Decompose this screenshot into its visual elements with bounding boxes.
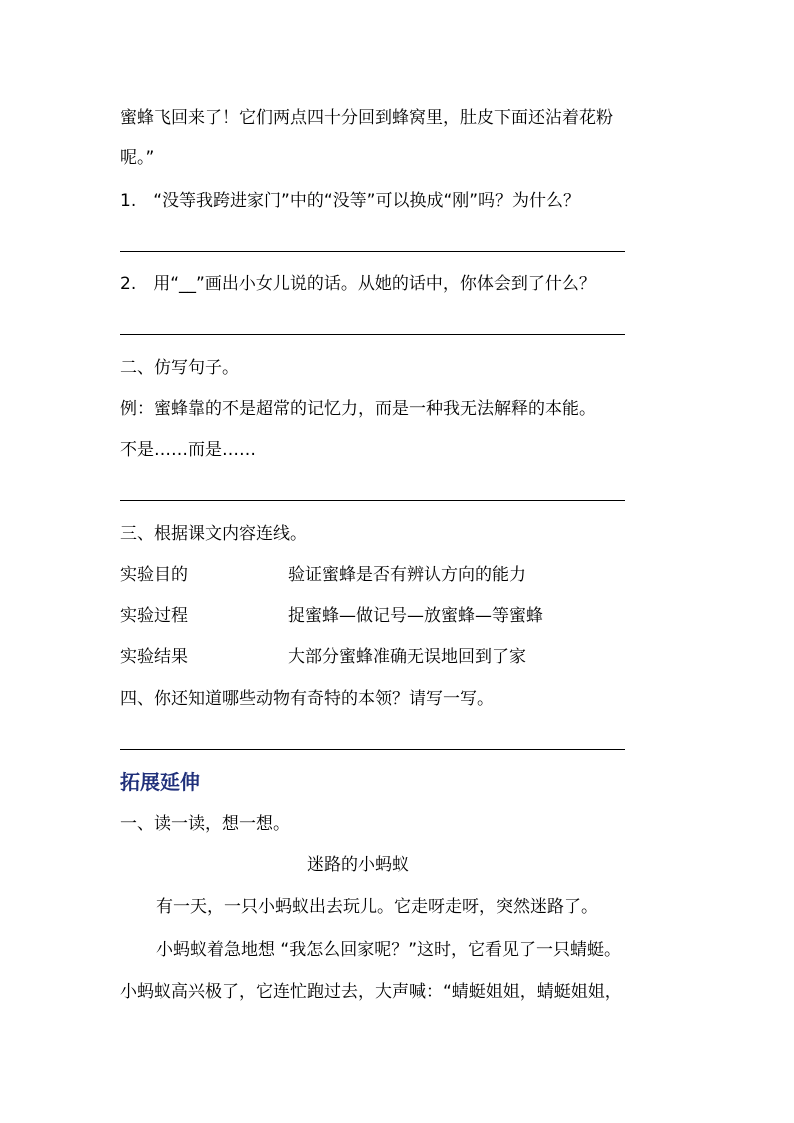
answer-line-3[interactable] [120, 500, 625, 501]
matching-left-item[interactable]: 实验结果 [120, 647, 188, 667]
passage-line-2: 呢。” [120, 148, 155, 168]
section-2-title: 二、仿写句子。 [120, 358, 239, 378]
matching-right-item[interactable]: 大部分蜜蜂准确无误地回到了家 [288, 647, 526, 667]
matching-row [120, 604, 543, 628]
question-1: 1. “没等我跨进家门”中的“没等”可以换成“刚”吗？为什么？ [120, 191, 581, 211]
story-title: 迷路的小蚂蚁 [307, 855, 409, 875]
answer-line-1[interactable] [120, 251, 625, 252]
question-2: 2. 用“__”画出小女儿说的话。从她的话中，你体会到了什么？ [120, 274, 596, 294]
matching-left-item[interactable]: 实验过程 [120, 606, 188, 626]
section-2-example: 例：蜜蜂靠的不是超常的记忆力，而是一种我无法解释的本能。 [120, 399, 596, 419]
matching-right-item[interactable]: 验证蜜蜂是否有辨认方向的能力 [288, 565, 526, 585]
extension-heading: 拓展延伸 [120, 770, 200, 794]
story-paragraph-2-line-1: 小蚂蚁着急地想 “我怎么回家呢？”这时，它看见了一只蜻蜓。 [156, 940, 622, 960]
section-2-pattern: 不是……而是…… [120, 440, 256, 460]
section-3-title: 三、根据课文内容连线。 [120, 524, 307, 544]
matching-left-item[interactable]: 实验目的 [120, 565, 188, 585]
passage-line-1: 蜜蜂飞回来了！它们两点四十分回到蜂窝里，肚皮下面还沾着花粉 [120, 108, 613, 128]
matching-row [120, 563, 526, 587]
matching-right-item[interactable]: 捉蜜蜂—做记号—放蜜蜂—等蜜蜂 [288, 606, 543, 626]
story-paragraph-1: 有一天，一只小蚂蚁出去玩儿。它走呀走呀，突然迷路了。 [156, 897, 598, 917]
extension-subtitle: 一、读一读，想一想。 [120, 814, 290, 834]
matching-row [120, 645, 526, 669]
answer-line-2[interactable] [120, 334, 625, 335]
section-4-title: 四、你还知道哪些动物有奇特的本领？请写一写。 [120, 689, 494, 709]
answer-line-4[interactable] [120, 749, 625, 750]
story-paragraph-2-line-2: 小蚂蚁高兴极了，它连忙跑过去，大声喊：“蜻蜓姐姐，蜻蜓姐姐， [120, 982, 622, 1002]
